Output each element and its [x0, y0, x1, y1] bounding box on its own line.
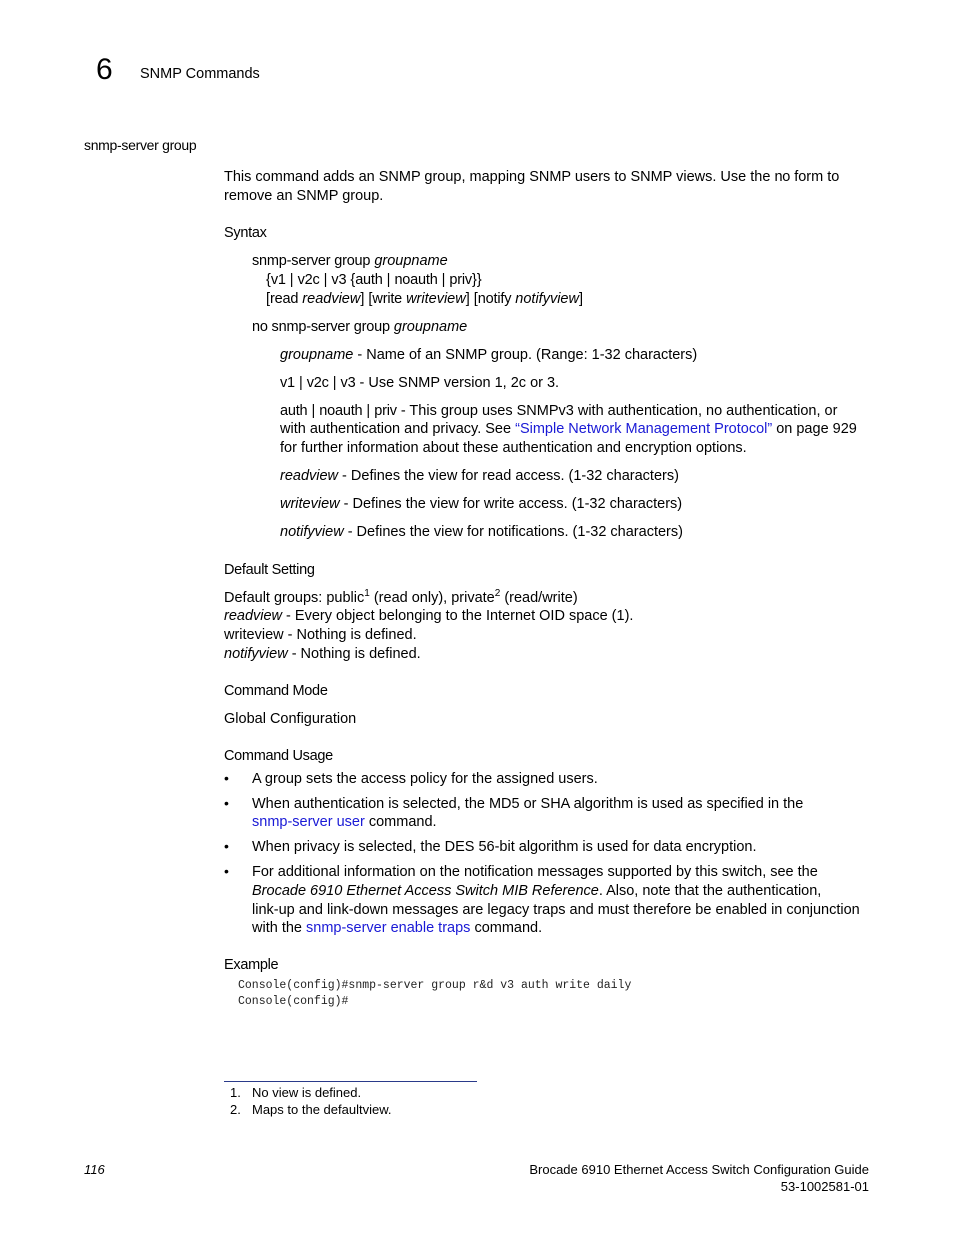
footnote-1: 1. No view is defined.	[230, 1085, 362, 1100]
bullet-icon: •	[224, 795, 229, 811]
usage-bullet-2-line1: When authentication is selected, the MD5 or SHA algorithm is used as specified in the	[252, 796, 804, 812]
syntax-line2: {v1 | v2c | v3 {auth | noauth | priv}}	[266, 272, 482, 288]
keyword-no: no	[774, 169, 791, 185]
param-security-line3: for further information about these authentication and encryption options.	[280, 440, 747, 456]
bullet-icon: •	[224, 863, 229, 879]
syntax-heading: Syntax	[224, 225, 267, 241]
example-code-line2: Console(config)#	[238, 995, 349, 1008]
default-line1: Default groups: public$^1$ (read only), private$^2$ (read/write)	[224, 588, 578, 606]
footer-doc-title: Brocade 6910 Ethernet Access Switch Configuration Guide	[529, 1162, 869, 1177]
syntax-no-form: no snmp-server group groupname	[252, 319, 468, 335]
param-security-line2: with authentication and privacy. See “Simple Network Management Protocol” on page 929	[280, 421, 857, 437]
command-mode-value: Global Configuration	[224, 711, 357, 727]
example-heading: Example	[224, 957, 279, 973]
bullet-icon: •	[224, 770, 229, 786]
example-code-line1: Console(config)#snmp-server group r&d v3 auth write daily	[238, 979, 632, 992]
footnote-2: 2. Maps to the defaultview.	[230, 1102, 392, 1117]
snmp-section-link[interactable]: “Simple Network Management Protocol”	[515, 421, 773, 437]
command-mode-heading: Command Mode	[224, 683, 328, 699]
param-notifyview: notifyview - Defines the view for notifications. (1-32 characters)	[280, 524, 683, 540]
param-versions: v1 | v2c | v3 - Use SNMP version 1, 2c or 3.	[280, 375, 560, 391]
snmp-server-enable-traps-link[interactable]: snmp-server enable traps	[306, 920, 471, 936]
param-groupname: groupname - Name of an SNMP group. (Range: 1-32 characters)	[280, 347, 698, 363]
param-writeview: writeview - Defines the view for write access. (1-32 characters)	[280, 496, 683, 512]
usage-bullet-1: A group sets the access policy for the assigned users.	[252, 771, 598, 787]
usage-bullet-4-line1: For additional information on the notification messages supported by this switch, see the	[252, 864, 818, 880]
description-line1: This command adds an SNMP group, mapping SNMP users to SNMP views. Use the no form to	[224, 169, 840, 185]
chapter-number: 6	[96, 53, 113, 86]
footnote-ref-2: 2	[494, 588, 501, 600]
usage-bullet-4-line2: Brocade 6910 Ethernet Access Switch MIB Reference. Also, note that the authentication,	[252, 883, 822, 899]
default-line4: notifyview - Nothing is defined.	[224, 646, 421, 662]
bullet-icon: •	[224, 838, 229, 854]
footer-doc-number: 53-1002581-01	[780, 1179, 869, 1194]
command-name: snmp-server group	[84, 137, 197, 153]
chapter-title: SNMP Commands	[140, 66, 260, 82]
usage-bullet-4-line3: link-up and link-down messages are legacy traps and must therefore be enabled in conjunction	[252, 902, 860, 918]
command-usage-heading: Command Usage	[224, 748, 333, 764]
syntax-line3: [read readview] [write writeview] [notify notifyview]	[266, 291, 583, 307]
syntax-line1: snmp-server group groupname	[252, 253, 448, 269]
default-setting-heading: Default Setting	[224, 562, 315, 578]
footnote-separator	[224, 1081, 477, 1082]
default-line3: writeview - Nothing is defined.	[224, 627, 417, 643]
default-line2: readview - Every object belonging to the Internet OID space (1).	[224, 608, 634, 624]
usage-bullet-4-line4: with the snmp-server enable traps command.	[252, 920, 543, 936]
usage-bullet-2-line2: snmp-server user command.	[252, 814, 437, 830]
snmp-server-user-link[interactable]: snmp-server user	[252, 814, 365, 830]
page-number: 116	[84, 1162, 105, 1177]
usage-bullet-3: When privacy is selected, the DES 56-bit algorithm is used for data encryption.	[252, 839, 757, 855]
footnote-ref-1: 1	[364, 588, 370, 600]
param-security-line1: auth | noauth | priv - This group uses SNMPv3 with authentication, no authentication, or	[280, 403, 838, 419]
description-line2: remove an SNMP group.	[224, 188, 384, 204]
param-readview: readview - Defines the view for read access. (1-32 characters)	[280, 468, 679, 484]
